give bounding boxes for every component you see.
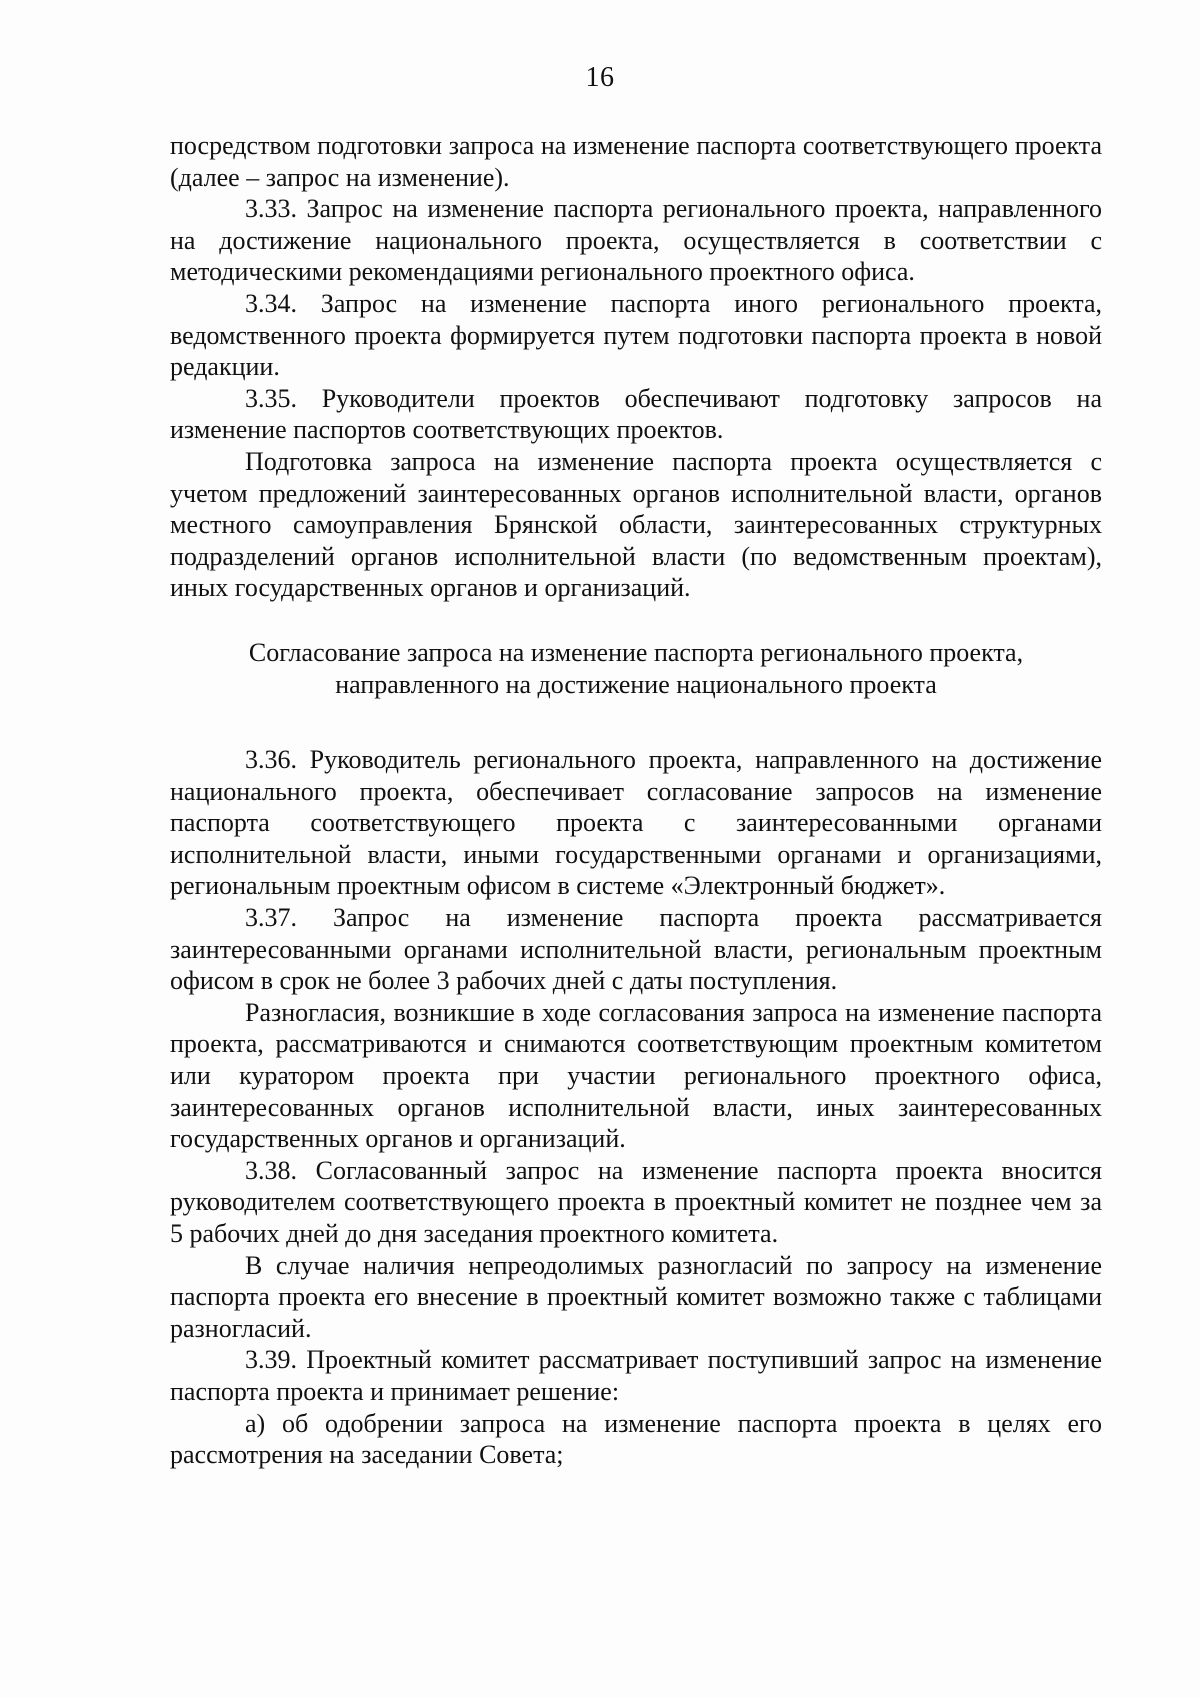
paragraph-continuation: посредством подготовки запроса на изменение паспорта соответствующего проекта (далее – запрос на изменение). [170, 131, 1102, 192]
paragraph-3-34: 3.34. Запрос на изменение паспорта иного регионального проекта, ведомственного проекта формируется путем подготовки паспорта проекта в новой редакции. [170, 288, 1102, 382]
section-heading-line-2: направленного на достижение национального проекта [335, 669, 937, 699]
paragraph-unresolved-disagreements: В случае наличия непреодолимых разногласий по запросу на изменение паспорта проекта его внесение в проектный комитет возможно также с таблицами разногласий. [170, 1250, 1102, 1343]
paragraph-3-39: 3.39. Проектный комитет рассматривает поступивший запрос на изменение паспорта проекта и принимает решение: [170, 1345, 1102, 1406]
document-body [170, 130, 1102, 1471]
paragraph-3-35: 3.35. Руководители проектов обеспечивают подготовку запросов на изменение паспортов соответствующих проектов. [170, 383, 1102, 445]
paragraph-disagreements: Разногласия, возникшие в ходе согласования запроса на изменение паспорта проекта, рассматриваются и снимаются соответствующим проектным комитетом или куратором проекта при участии регионального проектного офиса, заинтересованных органов исполнительной власти, иных заинтересованных государственных органов и организаций. [170, 997, 1102, 1154]
section-heading-line-1: Согласование запроса на изменение паспорта регионального проекта, [248, 637, 1024, 667]
section-heading [170, 637, 1102, 700]
page-number: 16 [585, 62, 615, 93]
paragraph-3-39-a: а) об одобрении запроса на изменение паспорта проекта в целях его рассмотрения на заседании Совета; [170, 1408, 1102, 1470]
paragraph-3-37: 3.37. Запрос на изменение паспорта проекта рассматривается заинтересованными органами исполнительной власти, региональным проектным офисом в срок не более 3 рабочих дней с даты поступления. [170, 903, 1102, 996]
paragraph-preparation: Подготовка запроса на изменение паспорта проекта осуществляется с учетом предложений заинтересованных органов исполнительной власти, органов местного самоуправления Брянской области, заинтересованных структурных подразделений органов исполнительной власти (по ведомственным проектам), иных государственных органов и организаций. [170, 446, 1102, 603]
paragraph-3-36: 3.36. Руководитель регионального проекта, направленного на достижение национального проекта, обеспечивает согласование запросов на изменение паспорта соответствующего проекта с заинтересованными органами исполнительной власти, иными государственными органами и организациями, региональным проектным офисом в системе «Электронный бюджет». [170, 745, 1102, 901]
paragraph-3-33: 3.33. Запрос на изменение паспорта регионального проекта, направленного на достижение национального проекта, осуществляется в соответствии с методическими рекомендациями регионального проектного офиса. [170, 194, 1102, 287]
paragraph-3-38: 3.38. Согласованный запрос на изменение паспорта проекта вносится руководителем соответствующего проекта в проектный комитет не позднее чем за 5 рабочих дней до дня заседания проектного комитета. [170, 1155, 1102, 1248]
